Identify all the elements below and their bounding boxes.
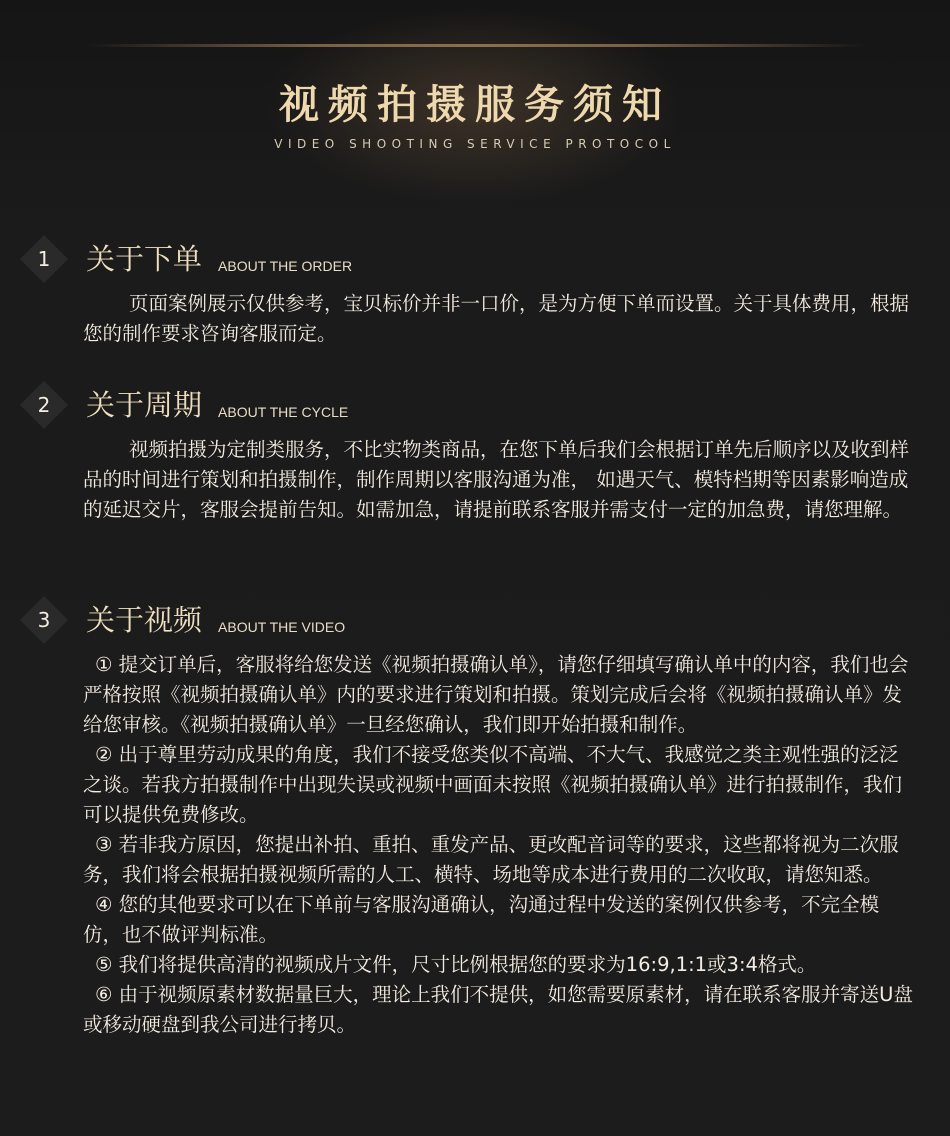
list-item: ① 提交订单后，客服将给您发送《视频拍摄确认单》，请您仔细填写确认单中的内容，我们也会严格按照《视频拍摄确认单》内的要求进行策划和拍摄。策划完成后会将《视频拍摄确认单》发给您审核。《视频拍摄确认单》一旦经您确认，我们即开始拍摄和制作。	[83, 653, 909, 736]
list-item: ③ 若非我方原因，您提出补拍、重拍、重发产品、更改配音词等的要求，这些都将视为二次服务，我们将会根据拍摄视频所需的人工、横特、场地等成本进行费用的二次收取，请您知悉。	[83, 833, 899, 886]
section-title: 关于视频	[86, 603, 203, 637]
section-subtitle: ABOUT THE ORDER	[218, 258, 353, 274]
section-number-badge	[20, 235, 68, 283]
top-divider	[85, 44, 865, 47]
paragraph: 视频拍摄为定制类服务，不比实物类商品，在您下单后我们会根据订单先后顺序以及收到样品的时间进行策划和拍摄制作，制作周期以客服沟通为准， 如遇天气、模特档期等因素影响造成的延迟交片，客服会提前告知。如需加急，请提前联系客服并需支付一定的加急费，请您理解。	[83, 438, 910, 521]
paragraph: 页面案例展示仅供参考，宝贝标价并非一口价，是为方便下单而设置。关于具体费用，根据您的制作要求咨询客服而定。	[83, 292, 910, 345]
section-video-body	[83, 650, 913, 1040]
section-number: 2	[37, 393, 51, 417]
section-number-badge	[20, 381, 68, 429]
section-video-header	[20, 595, 345, 645]
list-item: ④ 您的其他要求可以在下单前与客服沟通确认，沟通过程中发送的案例仅供参考，不完全模仿，也不做评判标准。	[83, 893, 880, 946]
section-cycle-body	[83, 435, 913, 525]
list-item: ⑥ 由于视频原素材数据量巨大，理论上我们不提供，如您需要原素材，请在联系客服并寄送U盘或移动硬盘到我公司进行拷贝。	[83, 983, 913, 1036]
section-title: 关于下单	[86, 242, 203, 276]
section-subtitle: ABOUT THE CYCLE	[218, 404, 349, 420]
section-order-body	[83, 289, 913, 349]
list-item: ⑤ 我们将提供高清的视频成片文件，尺寸比例根据您的要求为16:9,1:1或3:4格式。	[95, 953, 817, 976]
page-title: 视频拍摄服务须知	[279, 82, 671, 128]
section-title: 关于周期	[86, 388, 203, 422]
section-subtitle: ABOUT THE VIDEO	[218, 619, 346, 635]
section-number: 3	[37, 608, 51, 632]
section-cycle-header	[20, 380, 348, 430]
section-number-badge	[20, 596, 68, 644]
list-item: ② 出于尊里劳动成果的角度，我们不接受您类似不高端、不大气、我感觉之类主观性强的泛泛之谈。若我方拍摄制作中出现失误或视频中画面未按照《视频拍摄确认单》进行拍摄制作，我们可以提供免费修改。	[83, 743, 903, 826]
section-number: 1	[37, 247, 51, 271]
section-order-header	[20, 234, 352, 284]
page-subtitle: VIDEO SHOOTING SERVICE PROTOCOL	[274, 137, 676, 151]
